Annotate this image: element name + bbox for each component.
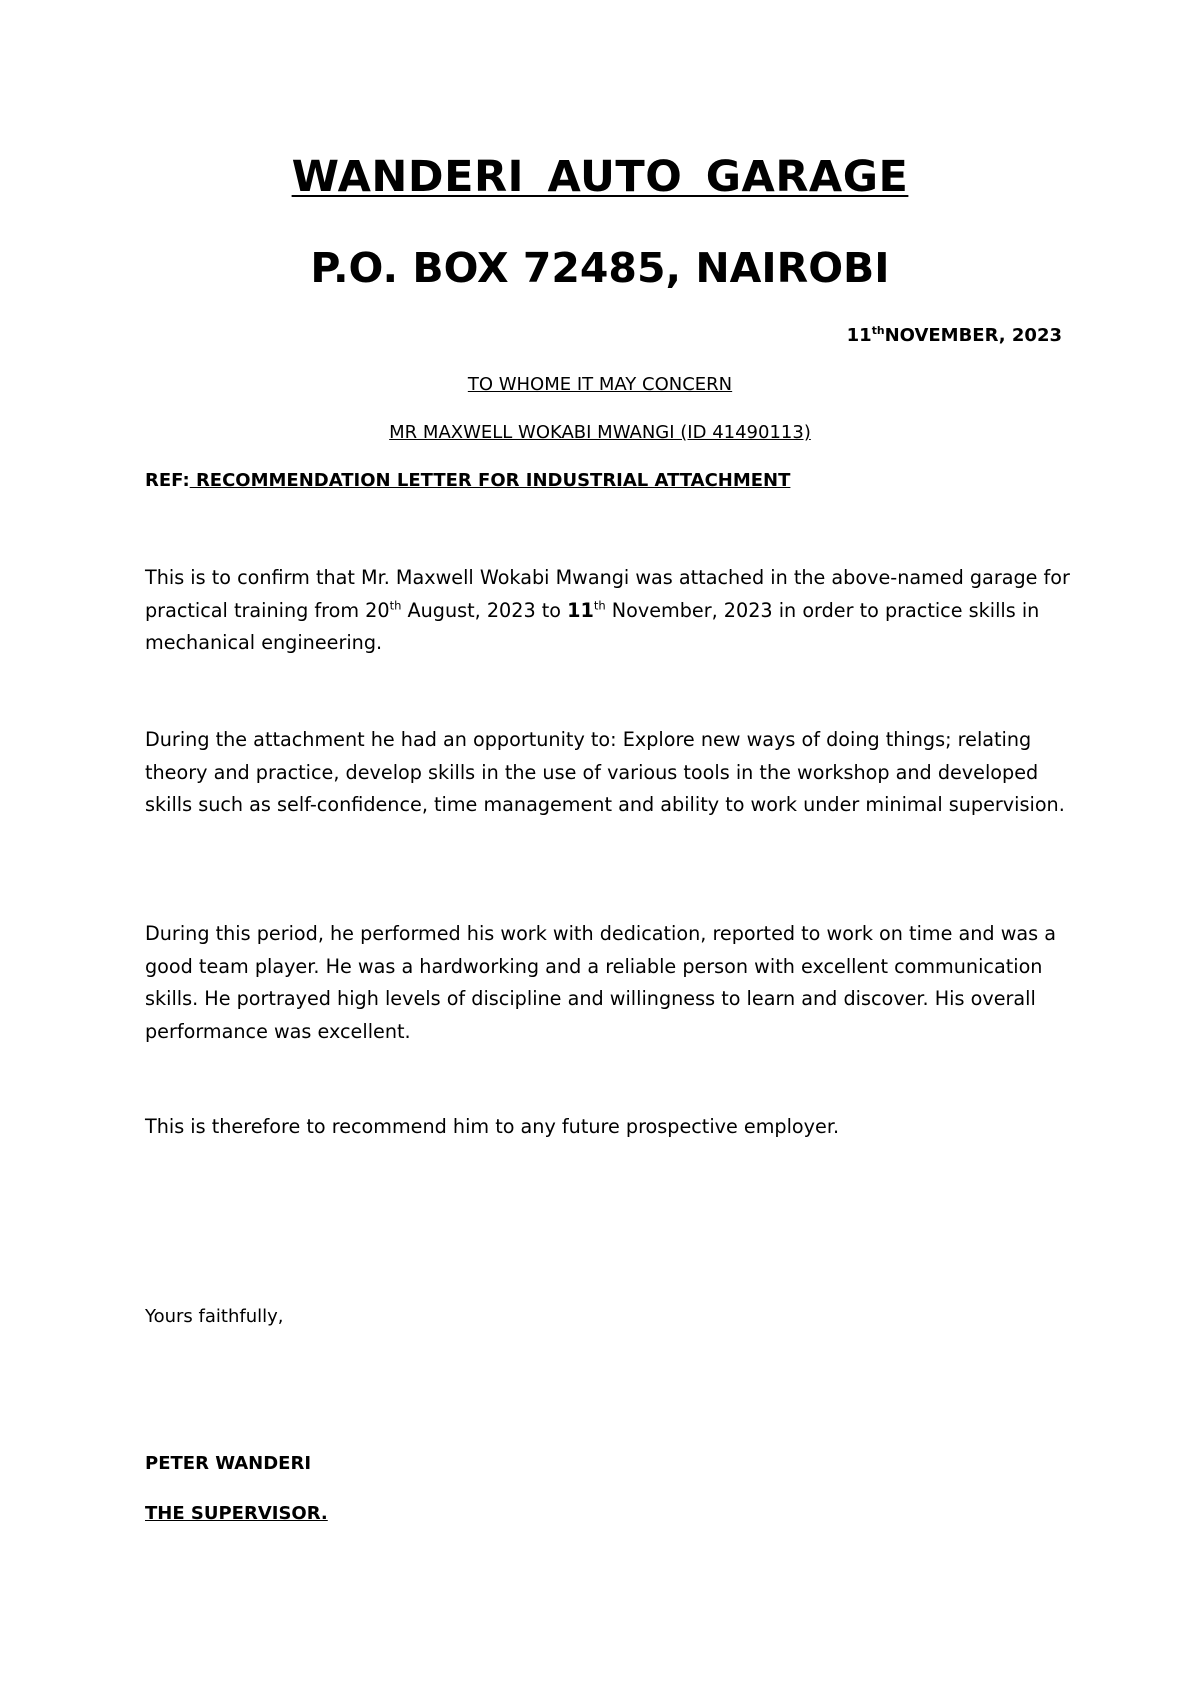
company-address: P.O. BOX 72485, NAIROBI [310,244,890,292]
p1-sup-1: th [389,598,402,613]
subject-name: MR MAXWELL WOKABI MWANGI (ID 41490113) [389,422,811,443]
closing: Yours faithfully, [145,1306,284,1327]
p1-day-2: 11 [567,598,594,622]
body-paragraph-2: During the attachment he had an opportunity to: Explore new ways of doing things; relating theory and practice, develop skills in the use of various tools in the workshop and developed skills such as self-confidence, time management and ability to work under minimal supervision. [145,728,1065,816]
p1-sup-2: th [593,598,606,613]
p1-text-c: November, 2023 in order to practice skills in mechanical engineering. [145,598,1040,654]
reference-line [145,470,790,491]
company-name: WANDERI AUTO GARAGE [291,152,909,202]
body-paragraph-4: This is therefore to recommend him to any future prospective employer. [145,1115,840,1138]
ref-text: RECOMMENDATION LETTER FOR INDUSTRIAL ATTACHMENT [189,470,791,491]
ref-label: REF: [145,470,190,491]
signatory-title: THE SUPERVISOR. [145,1503,328,1524]
date-rest: NOVEMBER, 2023 [884,325,1062,346]
date-day-suffix: th [871,324,885,337]
body-paragraph-3: During this period, he performed his work with dedication, reported to work on time and was a good team player. He was a hardworking and a reliable person with excellent communication skills. He portrayed high levels of discipline and willingness to learn and discover. His overall performance was excellent. [145,922,1056,1043]
body-paragraph-1 [145,562,1075,660]
letter-date [847,325,1062,346]
p1-text-b: August, 2023 to [401,598,568,622]
p1-text-a: This is to confirm that Mr. Maxwell Wokabi Mwangi was attached in the above-named garage for practical training from 20 [145,566,1070,622]
date-day: 11 [846,325,872,346]
signatory-name: PETER WANDERI [145,1453,312,1474]
salutation: TO WHOME IT MAY CONCERN [467,374,733,395]
